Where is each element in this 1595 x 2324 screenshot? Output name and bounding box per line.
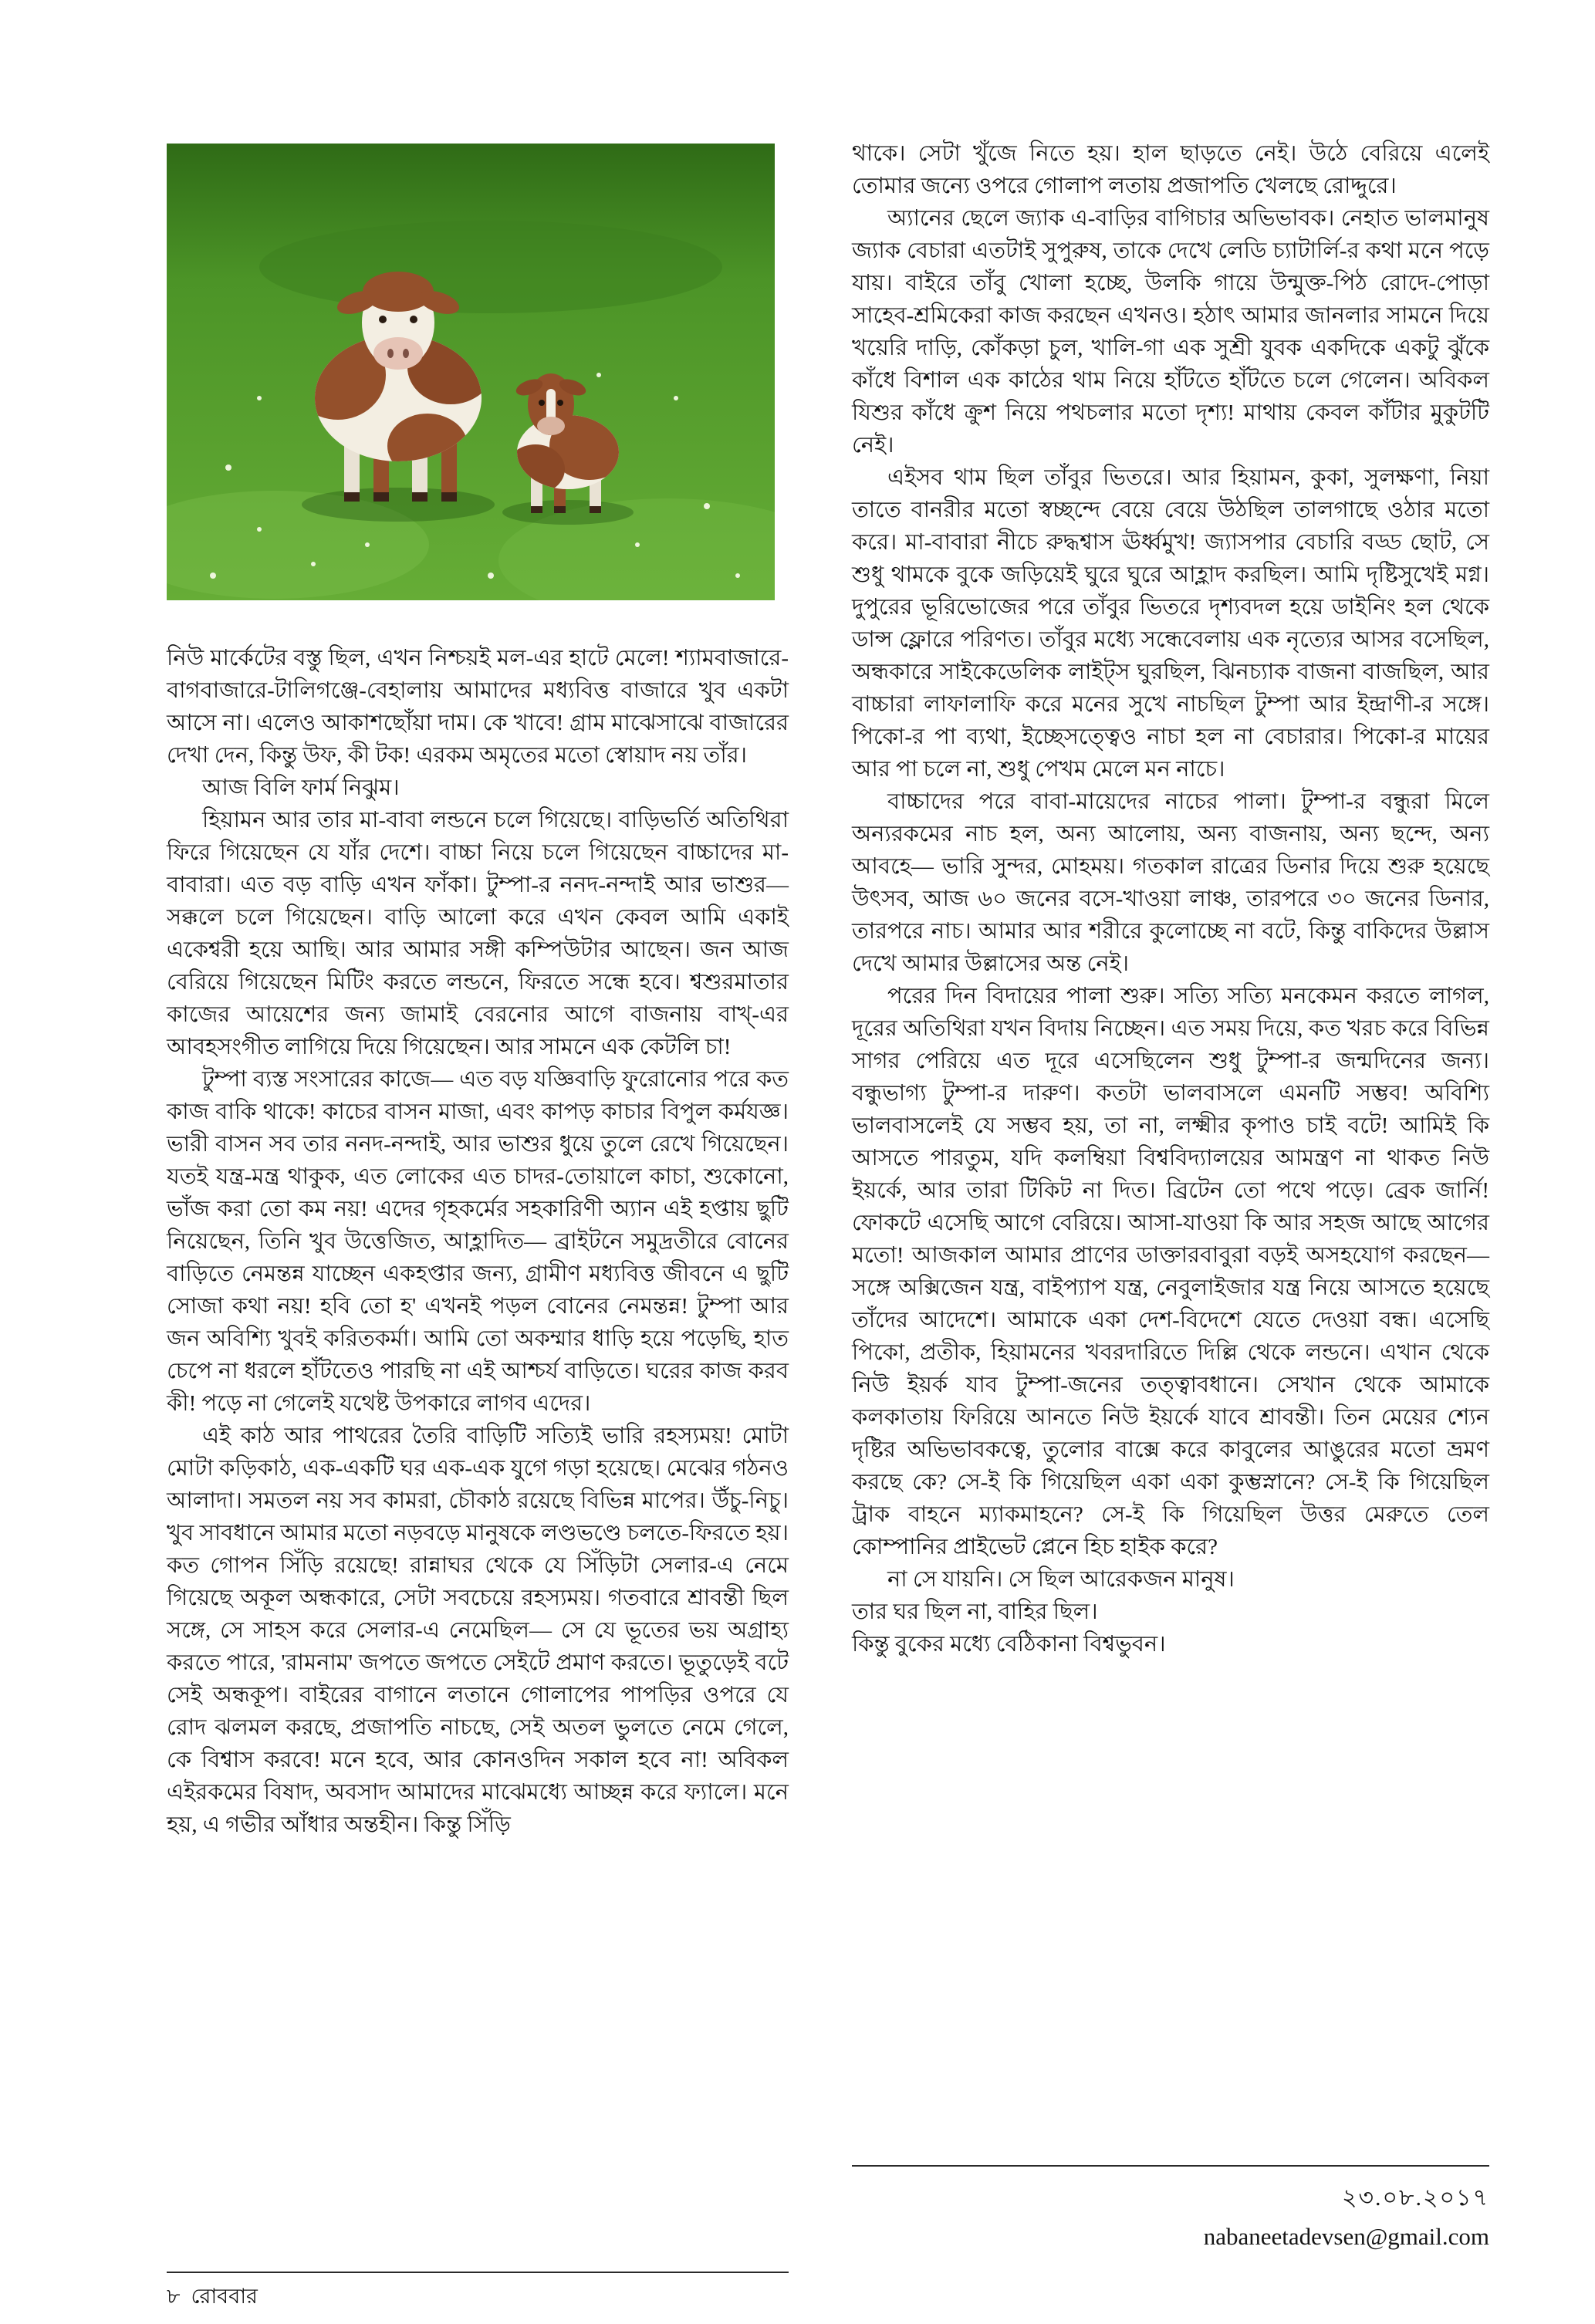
body-paragraph: তার ঘর ছিল না, বাহির ছিল। xyxy=(852,1599,1098,1624)
signoff-divider xyxy=(852,2165,1489,2167)
article-signoff xyxy=(852,2165,1489,2251)
page-footer xyxy=(167,2272,789,2316)
article-photo xyxy=(167,144,775,600)
author-email: nabaneetadevsen@gmail.com xyxy=(1203,2223,1489,2250)
footer-divider xyxy=(167,2272,789,2273)
body-paragraph: না সে যায়নি। সে ছিল আরেকজন মানুষ। xyxy=(887,1567,1235,1592)
body-paragraph: থাকে। সেটা খুঁজে নিতে হয়। হাল ছাড়তে নেই। উঠে বেরিয়ে এলেই তোমার জন্যে ওপরে গোলাপ লতায় প্রজাপতি খেলছে রোদ্দুরে। xyxy=(852,141,1489,198)
left-column xyxy=(167,642,789,1841)
body-paragraph: টুম্পা ব্যস্ত সংসারের কাজে— এত বড় যজ্ঞিবাড়ি ফুরোনোর পরে কত কাজ বাকি থাকে! কাচের বাসন মাজা, এবং কাপড় কাচার বিপুল কর্মযজ্ঞ। ভারী বাসন সব তার ননদ-নন্দাই, আর ভাশুর ধুয়ে তুলে রেখে গিয়েছেন। যতই যন্ত্র-মন্ত্র থাকুক, এত লোকের এত চাদর-তোয়ালে কাচা, শুকোনো, ভাঁজ করা তো কম নয়! এদের গৃহকর্মের সহকারিণী অ্যান এই হপ্তায় ছুটি নিয়েছেন, তিনি খুব উত্তেজিত, আহ্লাদিত— ব্রাইটনে সমুদ্রতীরে বোনের বাড়িতে নেমন্তন্ন যাচ্ছেন একহপ্তার জন্য, গ্রামীণ মধ্যবিত্ত জীবনে এ ছুটি সোজা কথা নয়! হবি তো হ' এখনই পড়ল বোনের নেমন্তন্ন! টুম্পা আর জন অবিশ্যি খুবই করিতকর্মা। আমি তো অকম্মার ধাড়ি হয়ে পড়েছি, হাত চেপে না ধরলে হাঁটতেও পারছি না এই আশ্চর্য বাড়িতে। ঘরের কাজ করব কী! পড়ে না গেলেই যথেষ্ট উপকারে লাগব এদের। xyxy=(167,1067,789,1416)
body-paragraph: আজ বিলি ফার্ম নিঝুম। xyxy=(202,775,400,800)
body-paragraph: কিন্তু বুকের মধ্যে বেঠিকানা বিশ্বভুবন। xyxy=(852,1632,1166,1657)
body-paragraph: পরের দিন বিদায়ের পালা শুরু। সত্যি সত্যি মনকেমন করতে লাগল, দূরের অতিথিরা যখন বিদায় নিচ্ছেন। এত সময় দিয়ে, কত খরচ করে বিভিন্ন সাগর পেরিয়ে এত দূরে এসেছিলেন শুধু টুম্পা-র জন্মদিনের জন্য। বন্ধুভাগ্য টুম্পা-র দারুণ। কতটা ভালবাসলে এমনটি সম্ভব! অবিশ্যি ভালবাসলেই যে সম্ভব হয়, তা না, লক্ষ্মীর কৃপাও চাই বটে! আমিই কি আসতে পারতুম, যদি কলম্বিয়া বিশ্ববিদ্যালয়ের আমন্ত্রণ না থাকত নিউ ইয়র্কে, আর তারা টিকিট না দিত। ব্রিটেন তো পথে পড়ে। ব্রেক জার্নি! ফোকটে এসেছি আগে বেরিয়ে। আসা-যাওয়া কি আর সহজ আছে আগের মতো! আজকাল আমার প্রাণের ডাক্তারবাবুরা বড়ই অসহযোগ করছেন— সঙ্গে অক্সিজেন যন্ত্র, বাইপ্যাপ যন্ত্র, নেবুলাইজার যন্ত্র নিয়ে আসতে হয়েছে তাঁদের আদেশে। আমাকে একা দেশ-বিদেশে যেতে দেওয়া বন্ধ। এসেছি পিকো, প্রতীক, হিয়ামনের খবরদারিতে দিল্লি থেকে লন্ডনে। এখান থেকে নিউ ইয়র্ক যাব টুম্পা-জনের তত্ত্বাবধানে। সেখান থেকে আমাকে কলকাতায় ফিরিয়ে আনতে নিউ ইয়র্কে যাবে শ্রাবন্তী। তিন মেয়ের শ্যেন দৃষ্টির অভিভাবকত্বে, তুলোর বাক্সে করে কাবুলের আঙুরের মতো ভ্রমণ করছে কে? সে-ই কি গিয়েছিল একা একা কুম্ভস্নানে? সে-ই কি গিয়েছিল ট্রাক বাহনে ম্যাকমাহনে? সে-ই কি গিয়েছিল উত্তর মেরুতে তেল কোম্পানির প্রাইভেট প্লেনে হিচ হাইক করে? xyxy=(852,984,1489,1559)
right-column xyxy=(852,137,1489,1660)
page-number: ৮ xyxy=(167,2285,181,2308)
cow-calf-photo xyxy=(167,144,775,600)
body-paragraph: নিউ মার্কেটের বস্তু ছিল, এখন নিশ্চয়ই মল-এর হাটে মেলে! শ্যামবাজারে-বাগবাজারে-টালিগঞ্জে-বেহালায় আমাদের মধ্যবিত্ত বাজারে খুব একটা আসে না। এলেও আকাশছোঁয়া দাম। কে খাবে! গ্রাম মাঝেসাঝে বাজারের দেখা দেন, কিন্তু উফ, কী টক! এরকম অমৃতের মতো স্বোয়াদ নয় তাঁর। xyxy=(167,646,789,768)
article-date: ২৩.০৮.২০১৭ xyxy=(1342,2185,1489,2211)
body-paragraph: বাচ্চাদের পরে বাবা-মায়েদের নাচের পালা। টুম্পা-র বন্ধুরা মিলে অন্যরকমের নাচ হল, অন্য আলোয়, অন্য বাজনায়, অন্য ছন্দে, অন্য আবহে— ভারি সুন্দর, মোহময়। গতকাল রাত্রের ডিনার দিয়ে শুরু হয়েছে উৎসব, আজ ৬০ জনের বসে-খাওয়া লাঞ্চ, তারপরে ৩০ জনের ডিনার, তারপরে নাচ। আমার আর শরীরে কুলোচ্ছে না বটে, কিন্তু বাকিদের উল্লাস দেখে আমার উল্লাসের অন্ত নেই। xyxy=(852,789,1489,976)
body-paragraph: হিয়ামন আর তার মা-বাবা লন্ডনে চলে গিয়েছে। বাড়িভর্তি অতিথিরা ফিরে গিয়েছেন যে যাঁর দেশে। বাচ্চা নিয়ে চলে গিয়েছেন বাচ্চাদের মা-বাবারা। এত বড় বাড়ি এখন ফাঁকা। টুম্পা-র ননদ-নন্দাই আর ভাশুর— সক্কলে চলে গিয়েছেন। বাড়ি আলো করে এখন কেবল আমি একাই একেশ্বরী হয়ে আছি। আর আমার সঙ্গী কম্পিউটার আছেন। জন আজ বেরিয়ে গিয়েছেন মিটিং করতে লন্ডনে, ফিরতে সন্ধে হবে। শ্বশুরমাতার কাজের আয়েশের জন্য জামাই বেরনোর আগে বাজনায় বাখ্-এর আবহসংগীত লাগিয়ে দিয়ে গিয়েছেন। আর সামনে এক কেটলি চা! xyxy=(167,808,789,1059)
body-paragraph: অ্যানের ছেলে জ্যাক এ-বাড়ির বাগিচার অভিভাবক। নেহাত ভালমানুষ জ্যাক বেচারা এতটাই সুপুরুষ, তাকে দেখে লেডি চ্যাটার্লি-র কথা মনে পড়ে যায়। বাইরে তাঁবু খোলা হচ্ছে, উলকি গায়ে উন্মুক্ত-পিঠ রোদে-পোড়া সাহেব-শ্রমিকেরা কাজ করছেন এখনও। হঠাৎ আমার জানলার সামনে দিয়ে খয়েরি দাড়ি, কোঁকড়া চুল, খালি-গা এক সুশ্রী যুবক একদিকে একটু ঝুঁকে কাঁধে বিশাল এক কাঠের থাম নিয়ে হাঁটতে হাঁটতে চলে গেলেন। অবিকল যিশুর কাঁধে ক্রুশ নিয়ে পথচলার মতো দৃশ্য! মাথায় কেবল কাঁটার মুকুটটি নেই। xyxy=(852,206,1489,458)
section-name: রোববার xyxy=(191,2285,258,2308)
body-paragraph: এইসব থাম ছিল তাঁবুর ভিতরে। আর হিয়ামন, কুকা, সুলক্ষণা, নিয়া তাতে বানরীর মতো স্বচ্ছন্দে বেয়ে বেয়ে উঠছিল তালগাছে ওঠার মতো করে। মা-বাবারা নীচে রুদ্ধশ্বাস ঊর্ধ্বমুখ! জ্যাসপার বেচারি বড্ড ছোট, সে শুধু থামকে বুকে জড়িয়েই ঘুরে ঘুরে আহ্লাদ করছিল। আমি দৃষ্টিসুখেই মগ্ন। দুপুরের ভূরিভোজের পরে তাঁবুর ভিতরে দৃশ্যবদল হয়ে ডাইনিং হল থেকে ডান্স ফ্লোরে পরিণত। তাঁবুর মধ্যে সন্ধেবেলায় এক নৃত্যের আসর বসেছিল, অন্ধকারে সাইকেডেলিক লাইট্‌স ঘুরছিল, ঝিনচ্যাক বাজনা বাজছিল, আর বাচ্চারা লাফালাফি করে মনের সুখে নাচছিল টুম্পা আর ইন্দ্রাণী-র সঙ্গে। পিকো-র পা ব্যথা, ইচ্ছেসত্ত্বেও নাচা হল না বেচারার। পিকো-র মায়ের আর পা চলে না, শুধু পেখম মেলে মন নাচে। xyxy=(852,465,1489,782)
body-paragraph: এই কাঠ আর পাথরের তৈরি বাড়িটি সত্যিই ভারি রহস্যময়! মোটা মোটা কড়িকাঠ, এক-একটি ঘর এক-এক যুগে গড়া হয়েছে। মেঝের গঠনও আলাদা। সমতল নয় সব কামরা, চৌকাঠ রয়েছে বিভিন্ন মাপের। উঁচু-নিচু। খুব সাবধানে আমার মতো নড়বড়ে মানুষকে লণ্ডভণ্ডে চলতে-ফিরতে হয়। কত গোপন সিঁড়ি রয়েছে! রান্নাঘর থেকে যে সিঁড়িটা সেলার-এ নেমে গিয়েছে অকূল অন্ধকারে, সেটা সবচেয়ে রহস্যময়। গতবারে শ্রাবন্তী ছিল সঙ্গে, সে সাহস করে সেলার-এ নেমেছিল— সে যে ভূতের ভয় অগ্রাহ্য করতে পারে, 'রামনাম' জপতে জপতে সেইটে প্রমাণ করতে। ভূতুড়েই বটে সেই অন্ধকূপ। বাইরের বাগানে লতানে গোলাপের পাপড়ির ওপরে যে রোদ ঝলমল করছে, প্রজাপতি নাচছে, সেই অতল ভুলতে নেমে গেলে, কে বিশ্বাস করবে! মনে হবে, আর কোনওদিন সকাল হবে না! অবিকল এইরকমের বিষাদ, অবসাদ আমাদের মাঝেমধ্যে আচ্ছন্ন করে ফ্যালে। মনে হয়, এ গভীর আঁধার অন্তহীন। কিন্তু সিঁড়ি xyxy=(167,1424,789,1837)
